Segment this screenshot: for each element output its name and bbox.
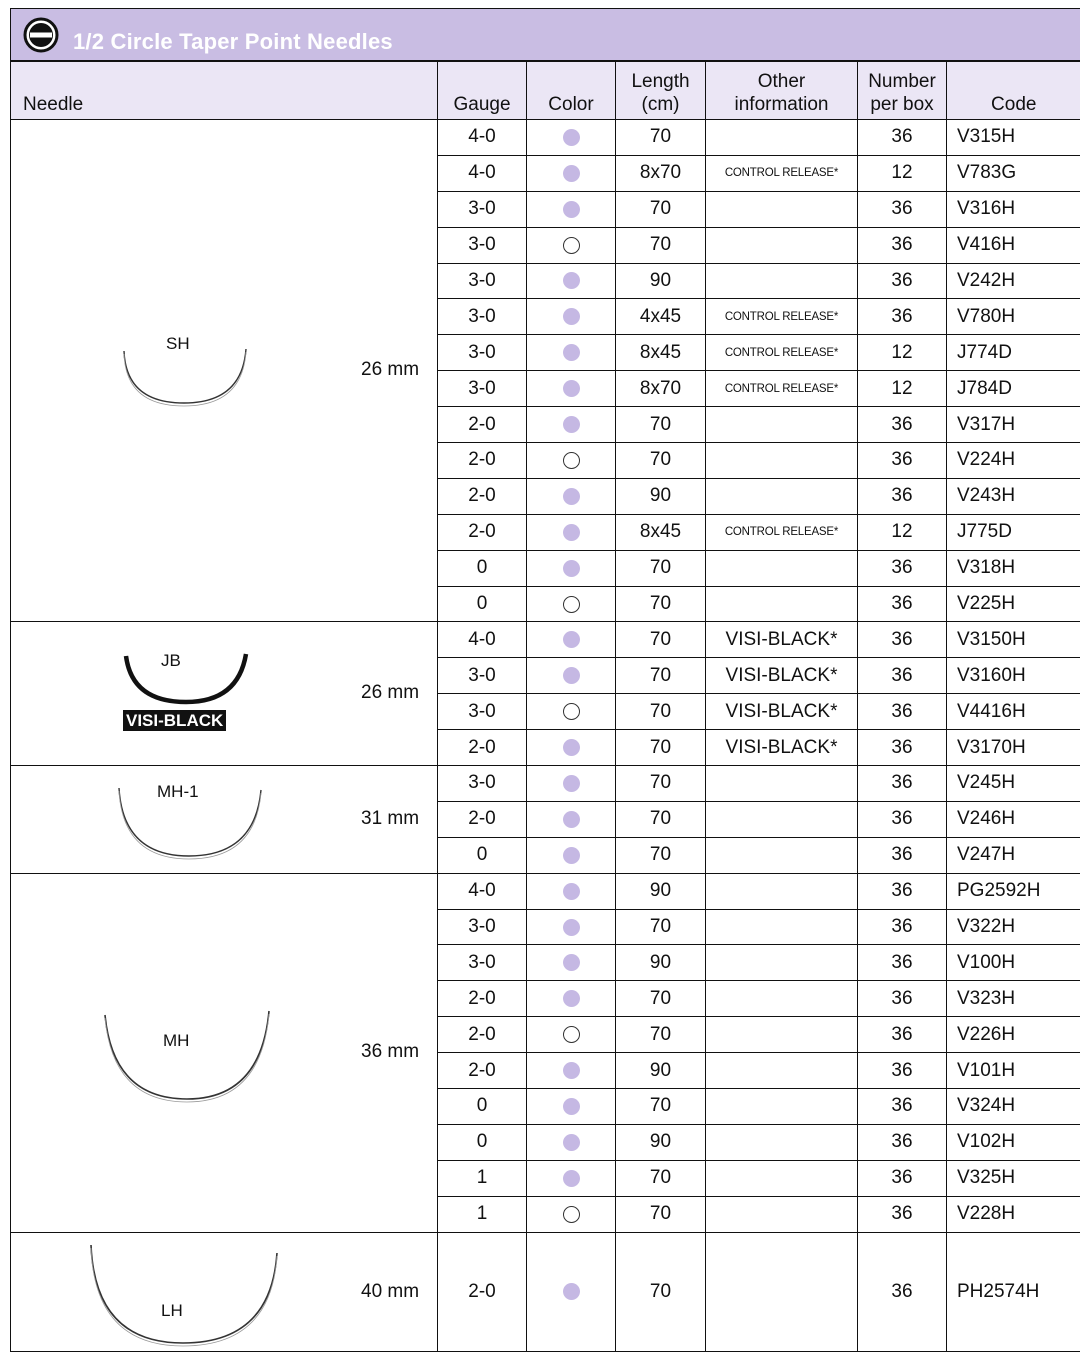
header-other (706, 61, 858, 120)
violet-dot-icon (563, 380, 580, 397)
length-cell: 70 (616, 1160, 706, 1196)
needle-illustration-area (11, 766, 437, 873)
length-cell: 70 (616, 730, 706, 766)
number-per-box-cell: 36 (858, 1124, 947, 1160)
header-other-line1: Other (758, 71, 806, 92)
header-color: Color (527, 61, 616, 120)
length-cell: 70 (616, 694, 706, 730)
color-cell (527, 478, 616, 514)
gauge-cell: 2-0 (438, 981, 527, 1017)
violet-dot-icon (563, 1098, 580, 1115)
color-cell (527, 263, 616, 299)
gauge-cell: 3-0 (438, 766, 527, 802)
undyed-circle-icon (563, 1026, 580, 1043)
length-cell: 70 (616, 981, 706, 1017)
gauge-cell: 4-0 (438, 873, 527, 909)
needle-illustration-area (11, 120, 437, 621)
gauge-cell: 0 (438, 550, 527, 586)
product-code-cell: V3150H (947, 622, 1080, 658)
other-info-cell (706, 1160, 858, 1196)
undyed-circle-icon (563, 703, 580, 720)
number-per-box-cell: 36 (858, 945, 947, 981)
other-info-cell (706, 443, 858, 479)
product-code-cell: PH2574H (947, 1232, 1080, 1351)
color-cell (527, 586, 616, 622)
product-code-cell: V315H (947, 120, 1080, 156)
violet-dot-icon (563, 919, 580, 936)
color-cell (527, 155, 616, 191)
number-per-box-cell: 36 (858, 443, 947, 479)
number-per-box-cell: 36 (858, 873, 947, 909)
product-code-cell: V247H (947, 837, 1080, 873)
other-info-cell (706, 586, 858, 622)
violet-dot-icon (563, 308, 580, 325)
header-number (858, 61, 947, 120)
product-code-cell: V224H (947, 443, 1080, 479)
violet-dot-icon (563, 990, 580, 1007)
color-cell (527, 945, 616, 981)
length-cell: 70 (616, 622, 706, 658)
length-cell: 70 (616, 227, 706, 263)
product-code-cell: V325H (947, 1160, 1080, 1196)
gauge-cell: 3-0 (438, 335, 527, 371)
other-info-cell (706, 478, 858, 514)
gauge-cell: 3-0 (438, 658, 527, 694)
other-info-cell (706, 1017, 858, 1053)
number-per-box-cell: 36 (858, 622, 947, 658)
color-cell (527, 1053, 616, 1089)
other-info-cell (706, 227, 858, 263)
number-per-box-cell: 36 (858, 1196, 947, 1232)
other-info-cell: CONTROL RELEASE* (706, 514, 858, 550)
needle-type-label: MH-1 (157, 782, 199, 802)
length-cell: 90 (616, 873, 706, 909)
color-cell (527, 1160, 616, 1196)
needle-illustration-area (11, 1233, 437, 1351)
number-per-box-cell: 12 (858, 155, 947, 191)
other-info-cell: VISI-BLACK* (706, 730, 858, 766)
color-cell (527, 299, 616, 335)
visi-black-badge: VISI-BLACK (123, 710, 226, 731)
gauge-cell: 3-0 (438, 191, 527, 227)
needle-catalog-page (10, 8, 1080, 1352)
gauge-cell: 2-0 (438, 478, 527, 514)
length-cell: 70 (616, 837, 706, 873)
violet-dot-icon (563, 201, 580, 218)
number-per-box-cell: 36 (858, 1160, 947, 1196)
number-per-box-cell: 36 (858, 478, 947, 514)
color-cell (527, 730, 616, 766)
violet-dot-icon (563, 631, 580, 648)
gauge-cell: 4-0 (438, 622, 527, 658)
other-info-cell: VISI-BLACK* (706, 658, 858, 694)
table-row (11, 873, 1080, 909)
header-number-line1: Number (868, 71, 936, 92)
needle-curve-icon (97, 1005, 277, 1105)
product-code-cell: V102H (947, 1124, 1080, 1160)
other-info-cell: CONTROL RELEASE* (706, 155, 858, 191)
length-cell: 90 (616, 1053, 706, 1089)
gauge-cell: 3-0 (438, 299, 527, 335)
color-cell (527, 981, 616, 1017)
violet-dot-icon (563, 1283, 580, 1300)
needle-table (10, 60, 1080, 1352)
violet-dot-icon (563, 811, 580, 828)
header-code: Code (947, 61, 1080, 120)
needle-size-label: 31 mm (361, 808, 419, 830)
length-cell: 70 (616, 191, 706, 227)
length-cell: 90 (616, 263, 706, 299)
other-info-cell (706, 981, 858, 1017)
gauge-cell: 1 (438, 1160, 527, 1196)
product-code-cell: V4416H (947, 694, 1080, 730)
product-code-cell: V322H (947, 909, 1080, 945)
violet-dot-icon (563, 416, 580, 433)
product-code-cell: V3170H (947, 730, 1080, 766)
product-code-cell: V316H (947, 191, 1080, 227)
length-cell: 8x45 (616, 514, 706, 550)
length-cell: 70 (616, 407, 706, 443)
needle-cell (11, 873, 438, 1232)
undyed-circle-icon (563, 1206, 580, 1223)
undyed-circle-icon (563, 452, 580, 469)
product-code-cell: V243H (947, 478, 1080, 514)
length-cell: 70 (616, 120, 706, 156)
needle-curve-icon (116, 646, 256, 708)
other-info-cell (706, 1124, 858, 1160)
product-code-cell: V318H (947, 550, 1080, 586)
number-per-box-cell: 36 (858, 120, 947, 156)
product-code-cell: V242H (947, 263, 1080, 299)
other-info-cell: VISI-BLACK* (706, 694, 858, 730)
product-code-cell: V317H (947, 407, 1080, 443)
needle-size-label: 40 mm (361, 1281, 419, 1303)
product-code-cell: V324H (947, 1089, 1080, 1125)
needle-cell (11, 622, 438, 766)
violet-dot-icon (563, 1170, 580, 1187)
product-code-cell: V3160H (947, 658, 1080, 694)
color-cell (527, 550, 616, 586)
number-per-box-cell: 36 (858, 263, 947, 299)
product-code-cell: V780H (947, 299, 1080, 335)
color-cell (527, 407, 616, 443)
other-info-cell (706, 945, 858, 981)
other-info-cell (706, 1089, 858, 1125)
violet-dot-icon (563, 560, 580, 577)
gauge-cell: 2-0 (438, 514, 527, 550)
needle-illustration-area (11, 622, 437, 765)
number-per-box-cell: 36 (858, 1089, 947, 1125)
number-per-box-cell: 12 (858, 371, 947, 407)
length-cell: 70 (616, 801, 706, 837)
number-per-box-cell: 12 (858, 514, 947, 550)
color-cell (527, 801, 616, 837)
product-code-cell: J774D (947, 335, 1080, 371)
violet-dot-icon (563, 344, 580, 361)
length-cell: 70 (616, 1196, 706, 1232)
product-code-cell: V228H (947, 1196, 1080, 1232)
needle-size-label: 26 mm (361, 682, 419, 704)
number-per-box-cell: 36 (858, 801, 947, 837)
other-info-cell (706, 909, 858, 945)
product-code-cell: V416H (947, 227, 1080, 263)
length-cell: 70 (616, 909, 706, 945)
length-cell: 70 (616, 443, 706, 479)
undyed-circle-icon (563, 596, 580, 613)
gauge-cell: 1 (438, 1196, 527, 1232)
number-per-box-cell: 36 (858, 658, 947, 694)
gauge-cell: 3-0 (438, 909, 527, 945)
needle-illustration-area (11, 874, 437, 1232)
needle-cell (11, 120, 438, 622)
violet-dot-icon (563, 1062, 580, 1079)
gauge-cell: 3-0 (438, 227, 527, 263)
other-info-cell (706, 407, 858, 443)
gauge-cell: 0 (438, 1124, 527, 1160)
gauge-cell: 0 (438, 586, 527, 622)
number-per-box-cell: 36 (858, 1232, 947, 1351)
section-title: 1/2 Circle Taper Point Needles (73, 29, 393, 55)
gauge-cell: 3-0 (438, 945, 527, 981)
violet-dot-icon (563, 272, 580, 289)
other-info-cell: CONTROL RELEASE* (706, 335, 858, 371)
violet-dot-icon (563, 954, 580, 971)
length-cell: 4x45 (616, 299, 706, 335)
violet-dot-icon (563, 739, 580, 756)
color-cell (527, 766, 616, 802)
table-row (11, 120, 1080, 156)
header-length-line1: Length (631, 71, 689, 92)
number-per-box-cell: 36 (858, 909, 947, 945)
number-per-box-cell: 36 (858, 1017, 947, 1053)
gauge-cell: 2-0 (438, 1017, 527, 1053)
length-cell: 90 (616, 945, 706, 981)
number-per-box-cell: 36 (858, 407, 947, 443)
gauge-cell: 3-0 (438, 263, 527, 299)
table-row (11, 766, 1080, 802)
product-code-cell: PG2592H (947, 873, 1080, 909)
taper-point-icon (23, 17, 59, 53)
color-cell (527, 1089, 616, 1125)
violet-dot-icon (563, 129, 580, 146)
length-cell: 8x70 (616, 155, 706, 191)
color-cell (527, 622, 616, 658)
number-per-box-cell: 36 (858, 227, 947, 263)
header-length (616, 61, 706, 120)
header-length-line2: (cm) (642, 94, 680, 115)
needle-type-label: SH (166, 334, 190, 354)
violet-dot-icon (563, 883, 580, 900)
other-info-cell (706, 837, 858, 873)
gauge-cell: 0 (438, 1089, 527, 1125)
gauge-cell: 0 (438, 837, 527, 873)
table-row (11, 1232, 1080, 1351)
needle-type-label: MH (163, 1031, 189, 1051)
violet-dot-icon (563, 524, 580, 541)
length-cell: 70 (616, 1017, 706, 1053)
color-cell (527, 694, 616, 730)
other-info-cell (706, 120, 858, 156)
color-cell (527, 909, 616, 945)
color-cell (527, 1017, 616, 1053)
other-info-cell (706, 550, 858, 586)
other-info-cell (706, 263, 858, 299)
other-info-cell: CONTROL RELEASE* (706, 299, 858, 335)
violet-dot-icon (563, 488, 580, 505)
product-code-cell: V100H (947, 945, 1080, 981)
number-per-box-cell: 36 (858, 837, 947, 873)
number-per-box-cell: 12 (858, 335, 947, 371)
gauge-cell: 2-0 (438, 801, 527, 837)
other-info-cell (706, 1232, 858, 1351)
undyed-circle-icon (563, 237, 580, 254)
other-info-cell: VISI-BLACK* (706, 622, 858, 658)
gauge-cell: 2-0 (438, 1232, 527, 1351)
color-cell (527, 1196, 616, 1232)
gauge-cell: 2-0 (438, 1053, 527, 1089)
length-cell: 90 (616, 478, 706, 514)
section-title-bar (10, 8, 1080, 60)
header-gauge: Gauge (438, 61, 527, 120)
number-per-box-cell: 36 (858, 730, 947, 766)
product-code-cell: V101H (947, 1053, 1080, 1089)
gauge-cell: 2-0 (438, 730, 527, 766)
length-cell: 70 (616, 766, 706, 802)
needle-cell (11, 1232, 438, 1351)
other-info-cell (706, 873, 858, 909)
header-needle: Needle (11, 61, 438, 120)
violet-dot-icon (563, 165, 580, 182)
color-cell (527, 120, 616, 156)
product-code-cell: V226H (947, 1017, 1080, 1053)
product-code-cell: J784D (947, 371, 1080, 407)
product-code-cell: V225H (947, 586, 1080, 622)
color-cell (527, 371, 616, 407)
length-cell: 70 (616, 1089, 706, 1125)
gauge-cell: 3-0 (438, 371, 527, 407)
color-cell (527, 335, 616, 371)
length-cell: 8x70 (616, 371, 706, 407)
number-per-box-cell: 36 (858, 981, 947, 1017)
needle-cell (11, 766, 438, 874)
length-cell: 70 (616, 658, 706, 694)
number-per-box-cell: 36 (858, 694, 947, 730)
length-cell: 70 (616, 1232, 706, 1351)
gauge-cell: 4-0 (438, 120, 527, 156)
violet-dot-icon (563, 667, 580, 684)
color-cell (527, 514, 616, 550)
violet-dot-icon (563, 1134, 580, 1151)
table-body (11, 120, 1080, 1352)
needle-type-label: JB (161, 651, 181, 671)
gauge-cell: 4-0 (438, 155, 527, 191)
product-code-cell: V245H (947, 766, 1080, 802)
header-number-line2: per box (870, 94, 933, 115)
number-per-box-cell: 36 (858, 586, 947, 622)
product-code-cell: J775D (947, 514, 1080, 550)
table-row (11, 622, 1080, 658)
length-cell: 70 (616, 550, 706, 586)
color-cell (527, 443, 616, 479)
other-info-cell (706, 766, 858, 802)
other-info-cell (706, 1196, 858, 1232)
other-info-cell (706, 191, 858, 227)
number-per-box-cell: 36 (858, 191, 947, 227)
product-code-cell: V246H (947, 801, 1080, 837)
color-cell (527, 658, 616, 694)
other-info-cell (706, 1053, 858, 1089)
gauge-cell: 2-0 (438, 443, 527, 479)
number-per-box-cell: 36 (858, 550, 947, 586)
color-cell (527, 1232, 616, 1351)
color-cell (527, 191, 616, 227)
product-code-cell: V323H (947, 981, 1080, 1017)
needle-size-label: 36 mm (361, 1041, 419, 1063)
gauge-cell: 2-0 (438, 407, 527, 443)
color-cell (527, 1124, 616, 1160)
length-cell: 70 (616, 586, 706, 622)
needle-size-label: 26 mm (361, 359, 419, 381)
product-code-cell: V783G (947, 155, 1080, 191)
needle-type-label: LH (161, 1301, 183, 1321)
violet-dot-icon (563, 847, 580, 864)
color-cell (527, 837, 616, 873)
other-info-cell (706, 801, 858, 837)
table-header-row (11, 61, 1080, 120)
color-cell (527, 227, 616, 263)
length-cell: 8x45 (616, 335, 706, 371)
length-cell: 90 (616, 1124, 706, 1160)
number-per-box-cell: 36 (858, 766, 947, 802)
violet-dot-icon (563, 775, 580, 792)
other-info-cell: CONTROL RELEASE* (706, 371, 858, 407)
color-cell (527, 873, 616, 909)
needle-curve-icon (83, 1239, 283, 1347)
gauge-cell: 3-0 (438, 694, 527, 730)
number-per-box-cell: 36 (858, 1053, 947, 1089)
number-per-box-cell: 36 (858, 299, 947, 335)
header-other-line2: information (735, 94, 829, 115)
